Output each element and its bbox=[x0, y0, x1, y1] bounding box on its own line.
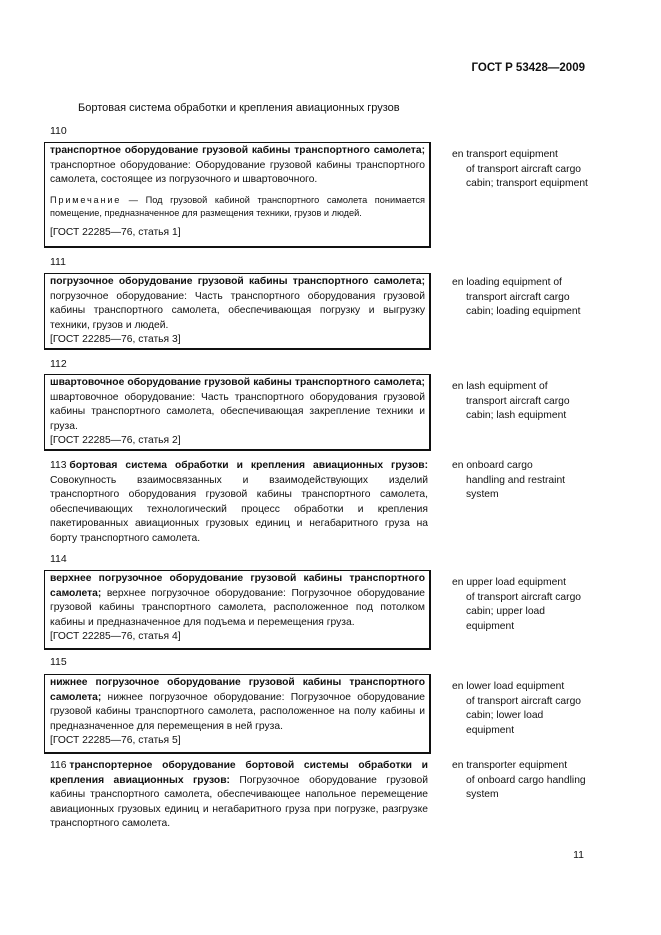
page-number: 11 bbox=[573, 849, 584, 861]
entry-number: 110 bbox=[50, 125, 67, 137]
source-reference: [ГОСТ 22285—76, статья 3] bbox=[50, 334, 181, 346]
en-cont: transport aircraft cargo cabin; lash equipment bbox=[466, 395, 570, 422]
en-cont: of transport aircraft cargo cabin; lower load equipment bbox=[466, 695, 582, 736]
term: нижнее погрузочное оборудование грузовой кабины транспортного самолета; bbox=[50, 677, 425, 703]
en-line: en upper load equipment bbox=[452, 577, 566, 588]
source-reference: [ГОСТ 22285—76, статья 2] bbox=[50, 435, 181, 447]
english-equivalent bbox=[452, 276, 592, 320]
definition: нижнее погрузочное оборудование: Погрузочное оборудование грузовой кабины транспортного самолета, расположенное на полу кабины и предназначенное для перемещения в ней груза. bbox=[50, 691, 425, 732]
term: верхнее погрузочное оборудование грузовой кабины транспортного самолета; bbox=[50, 573, 425, 599]
en-cont: handling and restraint system bbox=[466, 474, 566, 501]
note bbox=[50, 194, 425, 220]
term-box bbox=[44, 374, 431, 451]
term: транспортерное оборудование бортовой системы обработки и крепления авиационных грузов: bbox=[50, 760, 428, 786]
section-title: Бортовая система обработки и крепления авиационных грузов bbox=[78, 102, 400, 114]
note-label: Примечание bbox=[50, 194, 122, 205]
entry-number: 111 bbox=[50, 256, 66, 268]
term-entry bbox=[50, 459, 428, 547]
term-box bbox=[44, 142, 431, 248]
entry-number: 115 bbox=[50, 656, 67, 668]
english-equivalent bbox=[452, 380, 592, 424]
en-line: en onboard cargo bbox=[452, 460, 533, 471]
en-line: en loading equipment of bbox=[452, 277, 562, 288]
source-reference: [ГОСТ 22285—76, статья 4] bbox=[50, 631, 181, 643]
entry-number: 113 bbox=[50, 460, 67, 471]
english-equivalent bbox=[452, 459, 592, 503]
english-equivalent bbox=[452, 576, 592, 634]
en-cont: of transport aircraft cargo cabin; transport equipment bbox=[466, 163, 588, 190]
term-entry bbox=[50, 759, 428, 832]
en-line: en transporter equipment bbox=[452, 760, 568, 771]
en-line: en transport equipment bbox=[452, 149, 558, 160]
term: погрузочное оборудование грузовой кабины транспортного самолета; bbox=[50, 276, 425, 287]
definition: погрузочное оборудование: Часть транспортного оборудования грузовой кабины транспортного самолета, обеспечивающая погрузку и выгрузку техники, грузов и людей. bbox=[50, 290, 425, 331]
en-cont: of onboard cargo handling system bbox=[466, 774, 586, 801]
en-cont: of transport aircraft cargo cabin; upper load equipment bbox=[466, 591, 582, 632]
definition: Погрузочное оборудование грузовой кабины транспортного самолета, обеспечивающее напольное перемещение авиационных грузовых единиц и негабаритного груза при погрузке, разгрузке транспортного самолета. bbox=[50, 774, 428, 830]
entry-number: 114 bbox=[50, 553, 67, 565]
note-text: — Под грузовой кабиной транспортного самолета понимается помещение, предназначенное для размещения техники, грузов и людей. bbox=[50, 194, 425, 218]
term: швартовочное оборудование грузовой кабины транспортного самолета; bbox=[50, 377, 425, 388]
english-equivalent bbox=[452, 759, 592, 803]
term-box bbox=[44, 570, 431, 650]
standard-number: ГОСТ Р 53428—2009 bbox=[471, 62, 585, 74]
term-box bbox=[44, 273, 431, 350]
source-reference: [ГОСТ 22285—76, статья 5] bbox=[50, 735, 181, 747]
definition: верхнее погрузочное оборудование: Погрузочное оборудование грузовой кабины транспортного самолета, расположенное под потолком кабины и предназначенное для подъема и перемещения груза. bbox=[50, 587, 425, 628]
en-line: en lower load equipment bbox=[452, 681, 565, 692]
english-equivalent bbox=[452, 148, 592, 192]
term-box bbox=[44, 674, 431, 754]
definition: швартовочное оборудование: Часть транспортного оборудования грузовой кабины транспортного самолета, обеспечивающая закрепление техники и груза. bbox=[50, 391, 425, 432]
definition: транспортное оборудование: Оборудование грузовой кабины транспортного самолета, состоящее из погрузочного и швартовочного. bbox=[50, 159, 425, 186]
entry-number: 112 bbox=[50, 358, 67, 370]
source-reference: [ГОСТ 22285—76, статья 1] bbox=[50, 226, 181, 238]
english-equivalent bbox=[452, 680, 592, 738]
definition: Совокупность взаимосвязанных и взаимодействующих изделий транспортного оборудования грузовой кабины транспортного самолета, обеспечивающих технологический процесс обработки и крепления пакетированных авиационных грузовых единиц и негабаритного груза на борту транспортного самолета. bbox=[50, 474, 428, 544]
term: транспортное оборудование грузовой кабины транспортного самолета; bbox=[50, 145, 425, 156]
entry-number: 116 bbox=[50, 760, 67, 771]
en-cont: transport aircraft cargo cabin; loading equipment bbox=[466, 291, 581, 318]
en-line: en lash equipment of bbox=[452, 381, 548, 392]
term: бортовая система обработки и крепления авиационных грузов: bbox=[69, 460, 428, 471]
